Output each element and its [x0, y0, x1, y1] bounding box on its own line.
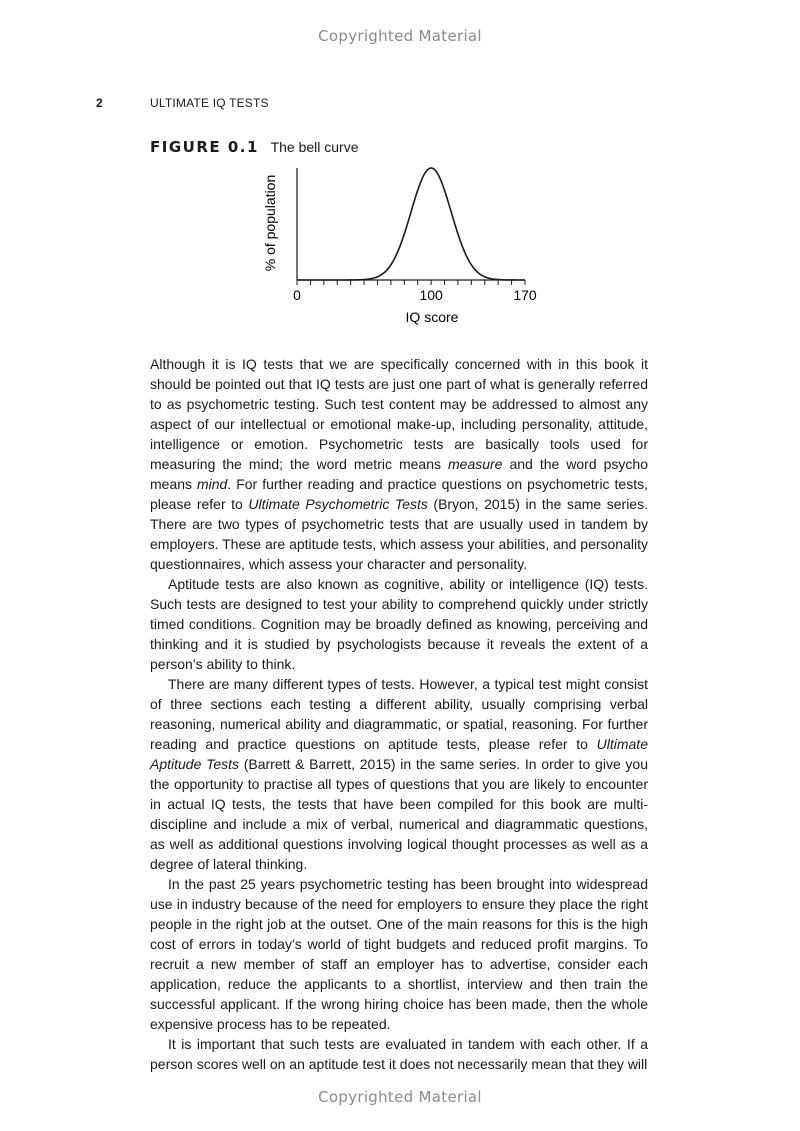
paragraph-1: Although it is IQ tests that we are specifically concerned with in this book it should be pointed out that IQ tests are just one part of what is generally referred to as psychometric testing. Such test content may be addressed to almost any aspect of our intellectual or emotional make-up, including personality, attitude, intelligence or emotion. Psychometric tests are basically tools used for measuring the mind; the word metric means measure and the word psycho means mind. For further reading and practice questions on psychometric tests, please refer to Ultimate Psychometric Tests (Bryon, 2015) in the same series. There are two types of psychometric tests that are usually used in tandem by employers. These are aptitude tests, which assess your abilities, and personality questionnaires, which assess your character and personality. [150, 356, 648, 572]
copyright-watermark-bottom: Copyrighted Material [318, 1088, 482, 1106]
body-text [150, 354, 648, 1074]
copyright-watermark-top: Copyrighted Material [318, 27, 482, 45]
y-axis-title: % of population [262, 174, 278, 272]
x-axis-title: IQ score [405, 309, 459, 325]
page-number: 2 [96, 96, 103, 110]
figure-caption [150, 138, 359, 156]
paragraph-2: Aptitude tests are also known as cognitive, ability or intelligence (IQ) tests. Such tests are designed to test your ability to comprehend quickly under strictly timed conditions. Cognition may be broadly defined as knowing, perceiving and thinking and it is studied by psychologists because it reveals the extent of a person’s ability to think. [150, 576, 648, 672]
paragraph-5: It is important that such tests are evaluated in tandem with each other. If a person scores well on an aptitude test it does not necessarily mean that they will [150, 1036, 648, 1072]
x-tick-label: 100 [419, 287, 443, 303]
figure-label: FIGURE 0.1 [150, 138, 259, 156]
paragraph-4: In the past 25 years psychometric testing has been brought into widespread use in industry because of the need for employers to ensure they place the right people in the right job at the outset. One of the main reasons for this is the high cost of errors in today’s world of tight budgets and reduced profit margins. To recruit a new member of staff an employer has to advertise, consider each application, reduce the applicants to a shortlist, interview and then train the successful applicant. If the wrong hiring choice has been made, then the whole expensive process has to be repeated. [150, 876, 648, 1032]
x-axis-tick-labels [293, 287, 537, 303]
x-tick-label: 170 [513, 287, 537, 303]
running-head: ULTIMATE IQ TESTS [150, 96, 269, 110]
bell-curve-chart [250, 160, 550, 330]
x-tick-label: 0 [293, 287, 301, 303]
figure-title: The bell curve [270, 139, 359, 155]
paragraph-3: There are many different types of tests. However, a typical test might consist of three sections each testing a different ability, usually comprising verbal reasoning, numerical ability and diagrammatic, or spatial, reasoning. For further reading and practice questions on aptitude tests, please refer to Ultimate Aptitude Tests (Barrett & Barrett, 2015) in the same series. In order to give you the opportunity to practise all types of questions that you are likely to encounter in actual IQ tests, the tests that have been compiled for this book are multi-discipline and include a mix of verbal, numerical and diagrammatic questions, as well as additional questions involving logical thought processes as well as a degree of lateral thinking. [150, 676, 648, 872]
bell-curve-line [297, 168, 525, 280]
